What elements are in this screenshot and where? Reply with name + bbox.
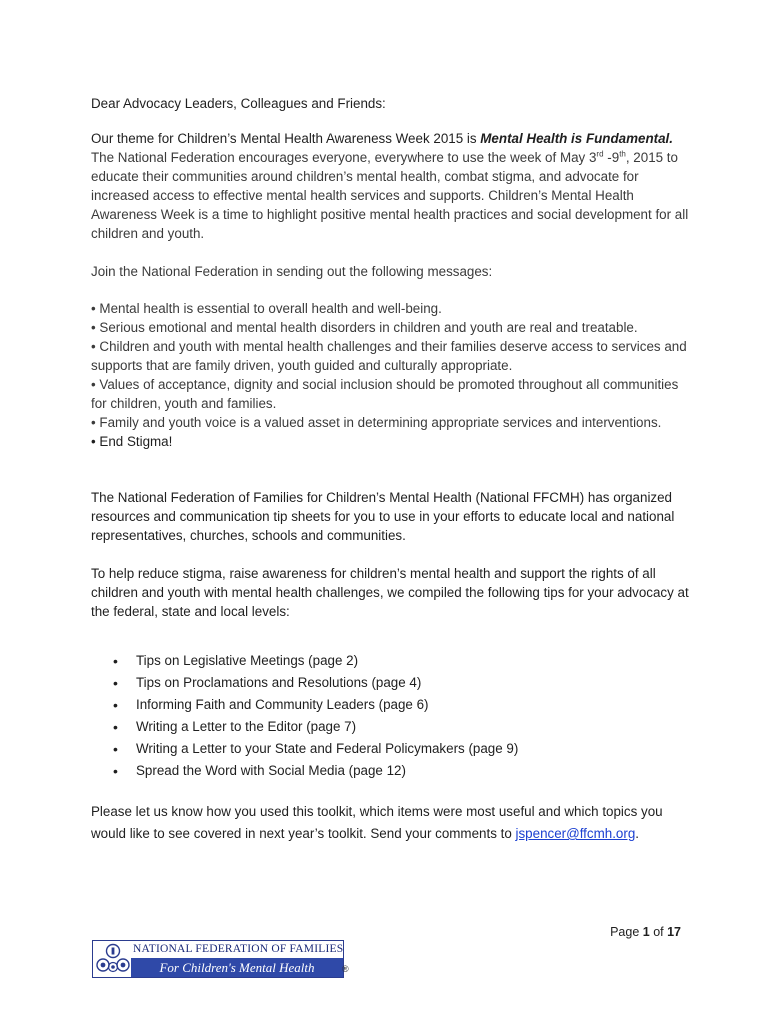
message-item: • Mental health is essential to overall health and well-being. [91, 301, 442, 316]
registered-mark: ® [342, 964, 349, 974]
tips-list [91, 650, 691, 782]
tip-item: • Tips on Proclamations and Resolutions (page 4) [91, 672, 691, 694]
join-line: Join the National Federation in sending out the following messages: [91, 264, 493, 279]
email-link[interactable]: jspencer@ffcmh.org [515, 826, 636, 841]
message-item: • Serious emotional and mental health disorders in children and youth are real and treatable. [91, 320, 638, 335]
theme-text-3: , 2015 to educate their communities around children’s mental health, combat stigma, and advocate for increased access to effective mental health services and supports. Children’s Mental Health Awareness Week is a time to highlight positive mental health practices and social development for all children and youth. [91, 150, 689, 241]
page-prefix: Page [610, 925, 643, 939]
theme-text-2: -9 [603, 150, 620, 165]
message-item: • Values of acceptance, dignity and social inclusion should be promoted throughout all communities for children, youth and families. [91, 377, 679, 411]
tip-item: • Writing a Letter to your State and Federal Policymakers (page 9) [91, 738, 691, 760]
theme-paragraph [91, 129, 691, 243]
message-item: • Family and youth voice is a valued asset in determining appropriate services and interventions. [91, 415, 662, 430]
tip-item: • Writing a Letter to the Editor (page 7) [91, 716, 691, 738]
help-paragraph: To help reduce stigma, raise awareness for children’s mental health and support the rights of all children and youth with mental health challenges, we compiled the following tips for your advocacy at the federal, state and local levels: [91, 566, 689, 619]
page-current: 1 [642, 925, 650, 939]
closing-text: Please let us know how you used this toolkit, which items were most useful and which topics you would like to see covered in next year’s toolkit. Send your comments to [91, 804, 663, 841]
federation-paragraph: The National Federation of Families for Children’s Mental Health (National FFCMH) has organized resources and communication tip sheets for you to use in your efforts to educate local and national representatives, churches, schools and communities. [91, 490, 675, 543]
theme-intro: Our theme for Children’s Mental Health Awareness Week 2015 is [91, 131, 481, 146]
page-of: of [649, 925, 668, 939]
tip-item: • Informing Faith and Community Leaders (page 6) [91, 694, 691, 716]
theme-emphasis: Mental Health is Fundamental. [480, 131, 673, 146]
page-total: 17 [667, 925, 681, 939]
logo-subtitle: For Children's Mental Health [131, 958, 343, 977]
message-item: • End Stigma! [91, 434, 173, 449]
logo-title: NATIONAL FEDERATION OF FAMILIES [133, 943, 344, 955]
family-emblem-icon [96, 943, 130, 975]
theme-sup-2: th [619, 149, 626, 159]
ffcmh-logo [92, 940, 344, 978]
salutation: Dear Advocacy Leaders, Colleagues and Friends: [91, 96, 386, 111]
theme-sup-1: rd [596, 149, 604, 159]
page-number [610, 925, 681, 939]
theme-text-1: The National Federation encourages everyone, everywhere to use the week of May 3 [91, 150, 597, 165]
message-list [91, 299, 691, 451]
closing-paragraph [91, 801, 691, 845]
tip-item: • Tips on Legislative Meetings (page 2) [91, 650, 691, 672]
closing-end: . [635, 826, 640, 841]
tip-item: • Spread the Word with Social Media (page 12) [91, 760, 691, 782]
message-item: • Children and youth with mental health challenges and their families deserve access to services and supports that are family driven, youth guided and culturally appropriate. [91, 339, 687, 373]
